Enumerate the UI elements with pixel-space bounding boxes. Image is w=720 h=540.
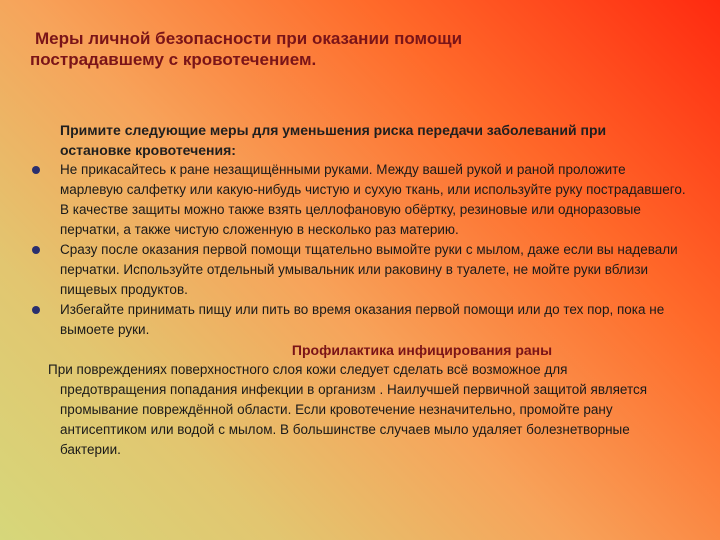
- bullet-list: [32, 160, 692, 340]
- list-item: [32, 240, 692, 300]
- title-line-2: пострадавшему с кровотечением.: [30, 50, 317, 69]
- list-item: [32, 160, 692, 240]
- paragraph-rest: предотвращения попадания инфекции в организм . Наилучшей первичной защитой является промывание повреждённой области. Если кровотечение незначительно, промойте рану антисептиком или водой с мылом. В большинстве случаев мыло удаляет болезнетворные бактерии.: [60, 382, 648, 457]
- slide-body: [32, 120, 692, 460]
- section-heading: Профилактика инфицирования раны: [291, 342, 553, 358]
- title-line-1: Меры личной безопасности при оказании помощи: [35, 29, 463, 48]
- bullet-text: Не прикасайтесь к ране незащищёнными руками. Между вашей рукой и раной проложите марлевую салфетку или какую-нибудь чистую и сухую ткань, или используйте руку пострадавшего. В качестве защиты можно также взять целлофановую обёртку, резиновые или одноразовые перчатки, а также чистую сложенную в несколько раз материю.: [60, 162, 686, 237]
- slide-title: [30, 28, 590, 70]
- bullet-text: Сразу после оказания первой помощи тщательно вымойте руки с мылом, даже если вы надевали перчатки. Используйте отдельный умывальник или раковину в туалете, не мойте руки вблизи пищевых продуктов.: [60, 242, 678, 297]
- list-item: [32, 300, 692, 340]
- bullet-text: Избегайте принимать пищу или пить во время оказания первой помощи или до тех пор, пока не вымоете руки.: [60, 302, 665, 337]
- bullet-icon: [32, 166, 40, 174]
- intro-line-1: Примите следующие меры для уменьшения риска передачи заболеваний при: [60, 122, 607, 138]
- intro-text: [32, 120, 692, 160]
- bullet-icon: [32, 246, 40, 254]
- bullet-icon: [32, 306, 40, 314]
- intro-line-2: остановке кровотечения:: [60, 142, 236, 158]
- wound-paragraph: [32, 360, 692, 460]
- paragraph-first-line: При повреждениях поверхностного слоя кожи следует сделать всё возможное для: [48, 362, 568, 377]
